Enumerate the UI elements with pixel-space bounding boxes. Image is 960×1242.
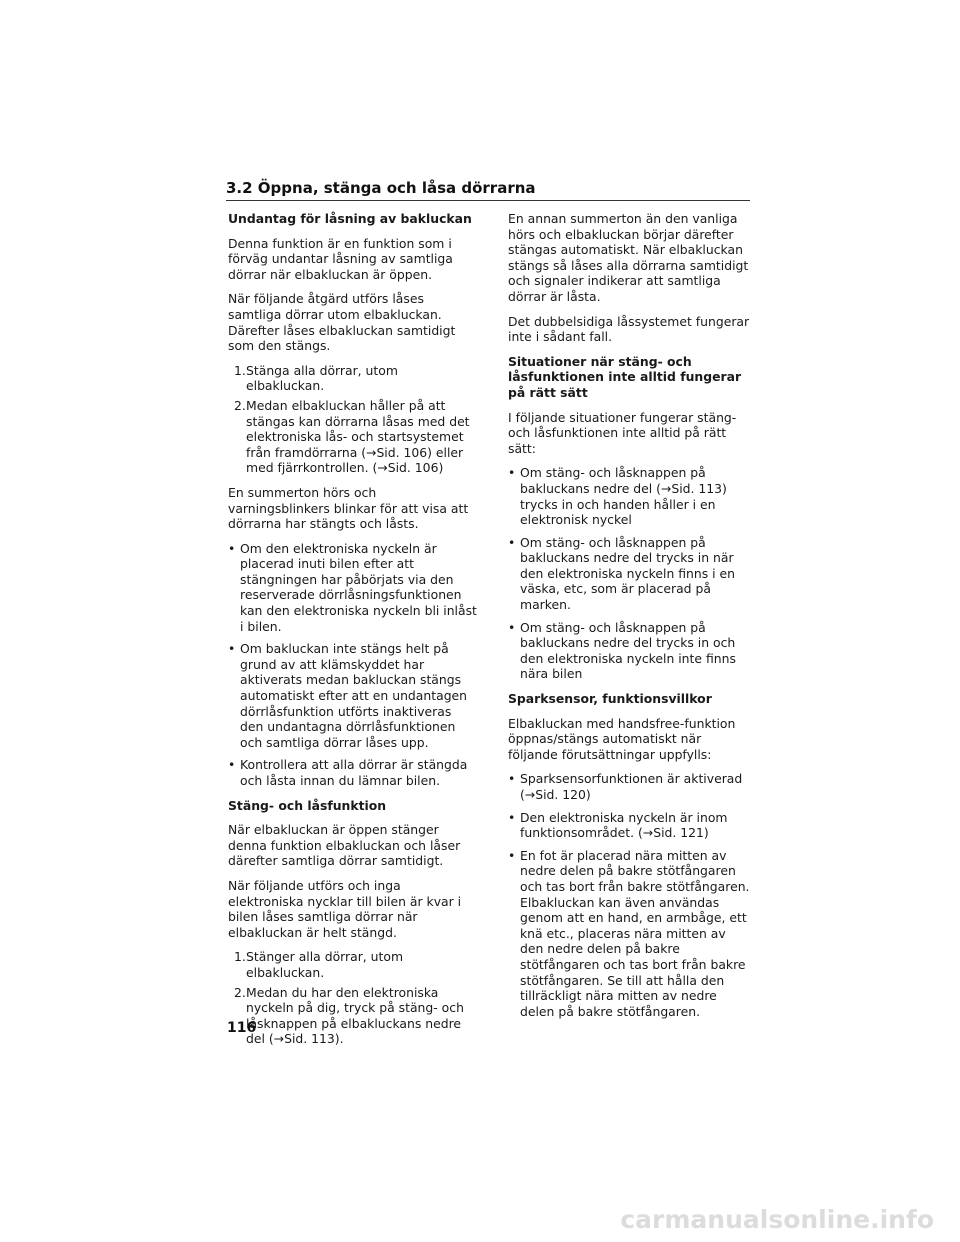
- bullet-list: [508, 771, 752, 1019]
- paragraph: Denna funktion är en funktion som i förväg undantar låsning av samtliga dörrar när elbakluckan är öppen.: [228, 235, 453, 282]
- list-item: [228, 985, 478, 1047]
- paragraph: Det dubbelsidiga låssystemet fungerar inte i sådant fall.: [508, 313, 750, 345]
- paragraph: En annan summerton än den vanliga hörs och elbakluckan börjar därefter stängas automatiskt. När elbakluckan stängs så låses alla dörrarna samtidigt och signaler indikerar att samtliga dörrar är låsta.: [508, 211, 749, 304]
- heading-kick-sensor: Sparksensor, funktionsvillkor: [508, 691, 712, 707]
- list-item: • Sparksensorfunktionen är aktiverad (→Sid. 120): [508, 771, 752, 802]
- page-number: 116: [227, 1020, 257, 1036]
- list-number: 2.: [234, 397, 246, 413]
- list-item: [228, 398, 478, 476]
- list-text: Stänger alla dörrar, utom elbakluckan.: [246, 949, 404, 980]
- heading-exception: Undantag för låsning av bakluckan: [228, 211, 472, 226]
- right-column: [508, 211, 752, 1028]
- list-number: 1.: [234, 949, 246, 965]
- heading-close-lock: Stäng- och låsfunktion: [228, 797, 387, 813]
- list-item: • Om stäng- och låsknappen på bakluckans nedre del (→Sid. 113) trycks in och handen håller i en elektronisk nyckel: [508, 465, 752, 527]
- paragraph: I följande situationer fungerar stäng- och låsfunktionen inte alltid på rätt sätt:: [508, 409, 737, 456]
- list-number: 1.: [234, 362, 246, 378]
- paragraph: En summerton hörs och varningsblinkers blinkar för att visa att dörrarna har stängts och låsts.: [228, 484, 469, 532]
- paragraph: När följande utförs och inga elektroniska nycklar till bilen är kvar i bilen låses samtliga dörrar när elbakluckan är helt stängd.: [228, 877, 462, 940]
- list-text: Medan du har den elektroniska nyckeln på dig, tryck på stäng- och låsknappen på elbakluckans nedre del (→Sid. 113).: [246, 984, 464, 1047]
- list-item: • Om bakluckan inte stängs helt på grund av att klämskyddet har aktiverats medan bakluckan stängs automatiskt efter att en undantagen dörrlåsfunktion utförts inaktiveras den undantagna dörrlåsfunktionen och samtliga dörrar låses upp.: [228, 641, 478, 750]
- bullet-list: [508, 465, 752, 682]
- list-item: • En fot är placerad nära mitten av nedre delen på bakre stötfångaren och tas bort från bakre stötfångaren. Elbakluckan kan även användas genom att en hand, en armbåge, ett knä etc., placeras nära mitten av den nedre delen på bakre stötfångaren och tas bort från bakre stötfångaren. Se till att hålla den tillräckligt nära mitten av nedre delen på bakre stötfångaren.: [508, 848, 752, 1020]
- numbered-list: [228, 949, 478, 1047]
- list-item: • Om den elektroniska nyckeln är placerad inuti bilen efter att stängningen har påbörjats via den reserverade dörrlåsningsfunktionen kan den elektroniska nyckeln bli inlåst i bilen.: [228, 541, 478, 635]
- left-column: [228, 211, 478, 1056]
- numbered-list: [228, 363, 478, 476]
- heading-situations: Situationer när stäng- och låsfunktionen inte alltid fungerar på rätt sätt: [508, 353, 742, 400]
- watermark: carmanualsonline.info: [620, 1205, 934, 1234]
- paragraph: Elbakluckan med handsfree-funktion öppnas/stängs automatiskt när följande förutsättningar uppfylls:: [508, 715, 736, 762]
- list-item: [228, 363, 478, 394]
- list-item: • Om stäng- och låsknappen på bakluckans nedre del trycks in när den elektroniska nyckeln finns i en väska, etc, som är placerad på marken.: [508, 535, 752, 613]
- list-item: [228, 949, 478, 980]
- paragraph: När följande åtgärd utförs låses samtliga dörrar utom elbakluckan. Därefter låses elbakluckan samtidigt som den stängs.: [228, 291, 456, 354]
- list-item: • Om stäng- och låsknappen på bakluckans nedre del trycks in och den elektroniska nyckeln inte finns nära bilen: [508, 620, 752, 682]
- bullet-list: [228, 541, 478, 789]
- list-text: Medan elbakluckan håller på att stängas kan dörrarna låsas med det elektroniska lås- och startsystemet från framdörrarna (→Sid. 106) eller med fjärrkontrollen. (→Sid. 106): [246, 397, 470, 476]
- list-number: 2.: [234, 984, 246, 1000]
- section-title: 3.2 Öppna, stänga och låsa dörrarna: [226, 179, 536, 197]
- list-text: Stänga alla dörrar, utom elbakluckan.: [246, 362, 398, 394]
- list-item: • Den elektroniska nyckeln är inom funktionsområdet. (→Sid. 121): [508, 810, 752, 841]
- section-header: [226, 178, 750, 201]
- paragraph: När elbakluckan är öppen stänger denna funktion elbakluckan och låser därefter samtliga dörrar samtidigt.: [228, 822, 461, 869]
- list-item: • Kontrollera att alla dörrar är stängda och låsta innan du lämnar bilen.: [228, 757, 478, 788]
